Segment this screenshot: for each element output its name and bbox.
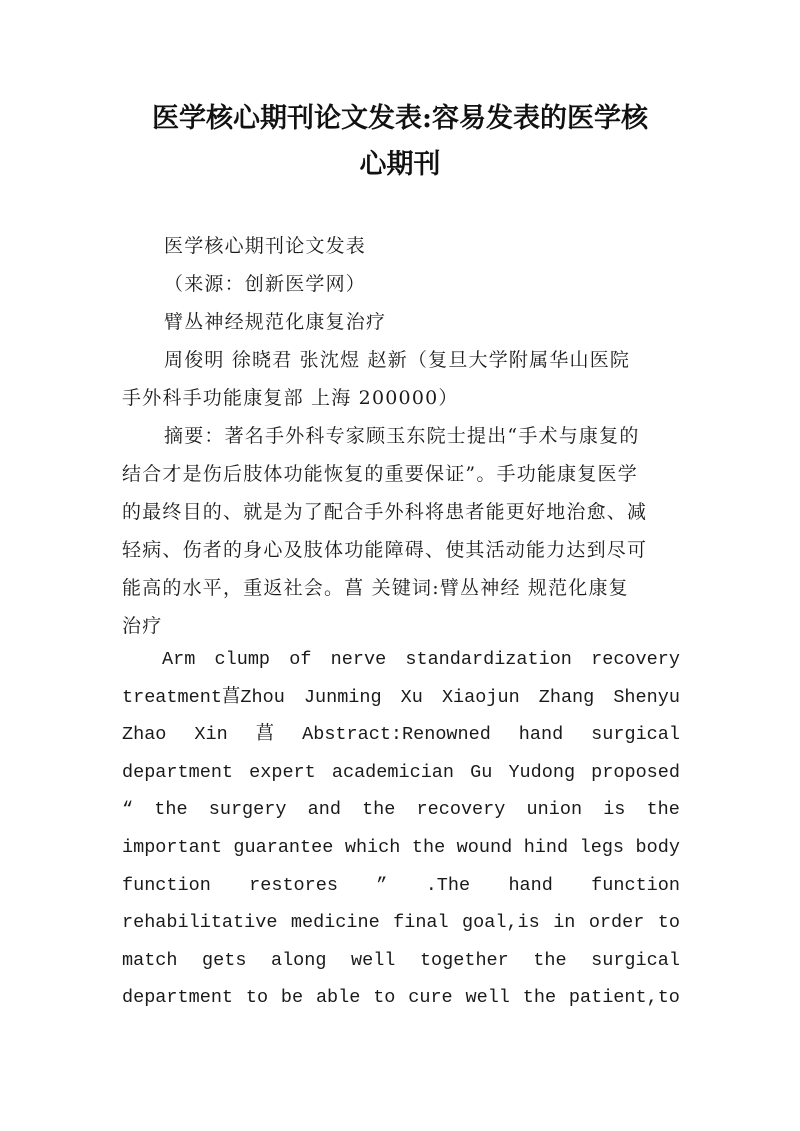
authors-line-2: 手外科手功能康复部 上海 200000） xyxy=(122,387,459,409)
english-line xyxy=(122,679,680,717)
english-word: be xyxy=(280,987,304,1009)
english-line xyxy=(122,754,680,792)
english-word: treatment菖Zhou xyxy=(122,686,285,708)
english-word: surgical xyxy=(591,724,680,746)
english-word: .The xyxy=(425,874,471,896)
english-word: cure xyxy=(408,987,453,1009)
title-line-1: 医学核心期刊论文发表:容易发表的医学核 xyxy=(152,103,648,134)
english-line xyxy=(122,791,680,829)
english-word: union xyxy=(526,799,583,821)
english-word: Zhang xyxy=(538,686,595,708)
english-word: the xyxy=(646,799,680,821)
english-line xyxy=(122,904,680,942)
article-title: 臂丛神经规范化康复治疗 xyxy=(164,311,387,333)
english-word: Xin xyxy=(194,724,228,746)
english-word: order xyxy=(588,912,645,934)
english-word: the xyxy=(362,799,396,821)
english-word: Junming xyxy=(303,686,382,708)
english-word: hind xyxy=(523,836,569,858)
english-word: nerve xyxy=(330,649,387,670)
english-word: Arm xyxy=(162,649,196,670)
english-word: proposed xyxy=(591,761,680,783)
english-word: important xyxy=(122,836,222,858)
english-word: goal,is xyxy=(462,912,540,934)
english-word: able xyxy=(315,987,361,1009)
english-word: guarantee xyxy=(233,836,334,858)
english-word: 菖 xyxy=(255,724,275,746)
english-word: hand xyxy=(508,874,553,896)
english-word: in xyxy=(553,912,576,934)
abstract-line: 轻病、伤者的身心及肢体功能障碍、使其活动能力达到尽可 xyxy=(122,539,648,561)
english-word: department xyxy=(122,987,234,1009)
abstract-line: 的最终目的、就是为了配合手外科将患者能更好地治愈、减 xyxy=(122,501,648,523)
english-word: together xyxy=(419,949,509,971)
english-word: Shenyu xyxy=(613,686,680,708)
english-line xyxy=(122,979,680,1017)
section-heading: 医学核心期刊论文发表 xyxy=(164,235,367,257)
english-word: Zhao xyxy=(122,724,167,746)
english-word: “ xyxy=(122,799,134,821)
english-word: Xu xyxy=(400,686,423,708)
english-word: hand xyxy=(518,724,564,746)
english-word: recovery xyxy=(591,649,680,670)
english-line xyxy=(122,829,680,867)
english-word: surgical xyxy=(591,949,680,971)
english-line xyxy=(122,716,680,754)
english-word: which xyxy=(344,836,401,858)
english-word: medicine xyxy=(290,912,380,934)
english-word: patient,to xyxy=(568,987,680,1009)
english-word: along xyxy=(270,949,327,971)
english-word: the xyxy=(533,949,567,971)
english-word: to xyxy=(373,987,396,1009)
english-word: to xyxy=(245,987,269,1009)
abstract-line: 能高的水平，重返社会。菖 关键词:臂丛神经 规范化康复 xyxy=(122,577,629,599)
english-word: the xyxy=(411,836,446,858)
english-word: rehabilitative xyxy=(122,912,278,934)
english-word: match xyxy=(122,949,178,971)
english-word: ” xyxy=(376,874,388,896)
english-word: the xyxy=(522,987,557,1009)
english-word: well xyxy=(465,987,510,1009)
document-title xyxy=(100,96,700,188)
english-word: recovery xyxy=(416,799,506,821)
abstract-line: 结合才是伤后肢体功能恢复的重要保证”。手功能康复医学 xyxy=(122,463,638,485)
english-word: expert xyxy=(249,761,316,783)
english-word: clump xyxy=(214,649,271,670)
english-word: of xyxy=(289,649,312,670)
english-word: Abstract:Renowned xyxy=(302,724,491,746)
english-word: is xyxy=(603,799,626,821)
english-word: department xyxy=(122,761,234,783)
english-line xyxy=(122,641,680,679)
english-word: final xyxy=(393,912,449,934)
authors-line-1: 周俊明 徐晓君 张沈煜 赵新（复旦大学附属华山医院 xyxy=(164,349,631,371)
english-word: Yudong xyxy=(508,761,576,783)
english-abstract xyxy=(122,641,680,1017)
english-word: the xyxy=(154,799,188,821)
english-word: Xiaojun xyxy=(441,686,520,708)
title-line-2: 心期刊 xyxy=(359,149,441,180)
source-line: （来源：创新医学网） xyxy=(164,273,367,295)
english-word: surgery xyxy=(208,799,287,821)
english-word: gets xyxy=(202,949,247,971)
abstract-line: 摘要：著名手外科专家顾玉东院士提出“手术与康复的 xyxy=(164,425,640,447)
english-word: standardization xyxy=(405,649,572,670)
english-line xyxy=(122,867,680,905)
english-word: body xyxy=(635,836,680,858)
abstract-line: 治疗 xyxy=(122,615,163,637)
english-word: function xyxy=(122,874,211,896)
english-word: Gu xyxy=(470,761,493,783)
english-word: well xyxy=(351,949,396,971)
english-word: legs xyxy=(579,836,625,858)
chinese-body xyxy=(122,227,682,645)
english-line xyxy=(122,942,680,980)
english-word: academician xyxy=(331,761,454,783)
english-word: and xyxy=(307,799,341,821)
english-word: restores xyxy=(249,874,338,896)
english-word: wound xyxy=(456,836,513,858)
english-word: function xyxy=(591,874,680,896)
english-word: to xyxy=(657,912,680,934)
